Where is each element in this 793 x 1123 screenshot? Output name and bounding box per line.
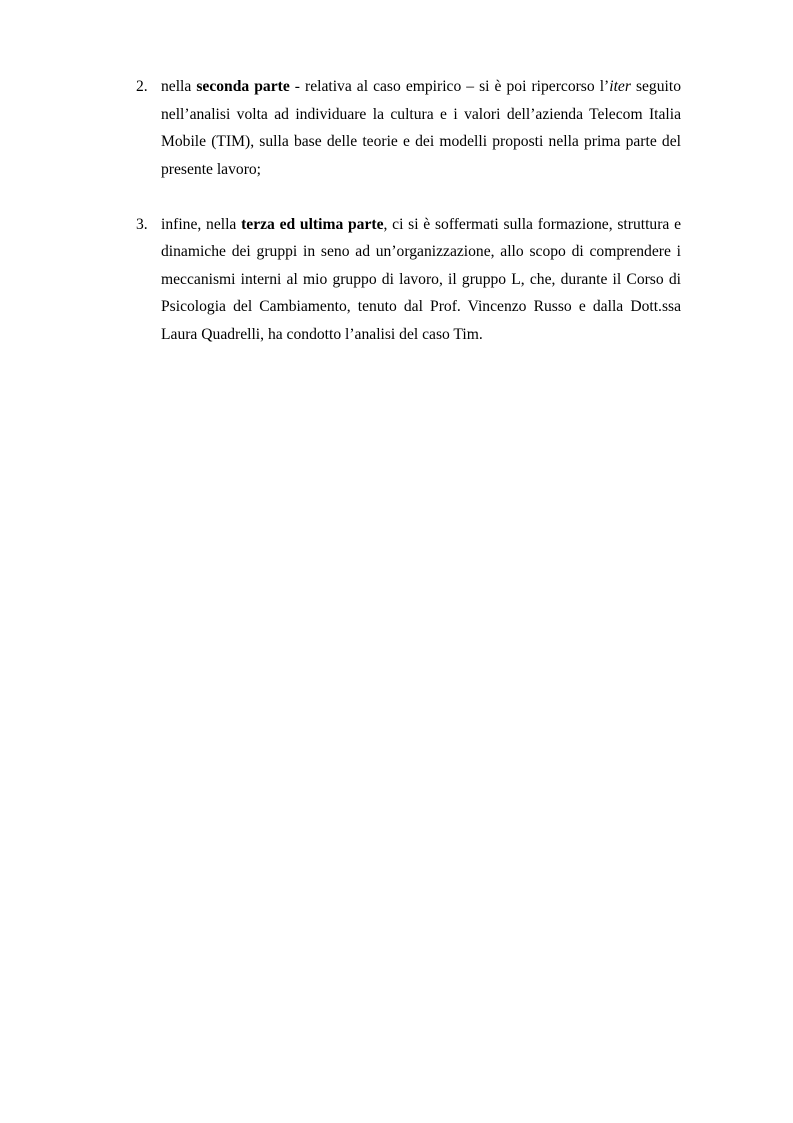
item-text: infine, nella xyxy=(161,215,242,233)
list-item xyxy=(136,211,681,349)
item-text: seguito nell’analisi volta ad individuare la cultura e i valori dell’azienda Telecom Italia Mobile (TIM), sulla base delle teorie e dei modelli proposti nella prima parte del presente lavoro; xyxy=(161,78,681,178)
item-italic-text: iter xyxy=(609,78,631,95)
list-item-number: 2. xyxy=(136,78,148,95)
item-text: nella xyxy=(161,78,197,95)
item-text: , ci si è soffermati sulla formazione, struttura e dinamiche dei gruppi in seno ad un’organizzazione, allo scopo di comprendere i meccanismi interni al mio gruppo di lavoro, il gruppo L, che, durante il Corso di Psicologia del Cambiamento, tenuto dal Prof. Vincenzo Russo e dalla Dott.ssa Laura Quadrelli, ha condotto l’analisi del caso Tim. xyxy=(161,215,681,343)
numbered-list xyxy=(136,73,681,348)
item-bold-text: terza ed ultima parte xyxy=(241,215,384,233)
list-item-number: 3. xyxy=(136,215,148,233)
list-item xyxy=(136,73,681,183)
item-text: - relativa al caso empirico – si è poi ripercorso l’ xyxy=(289,78,610,95)
item-bold-text: seconda parte xyxy=(196,78,290,95)
